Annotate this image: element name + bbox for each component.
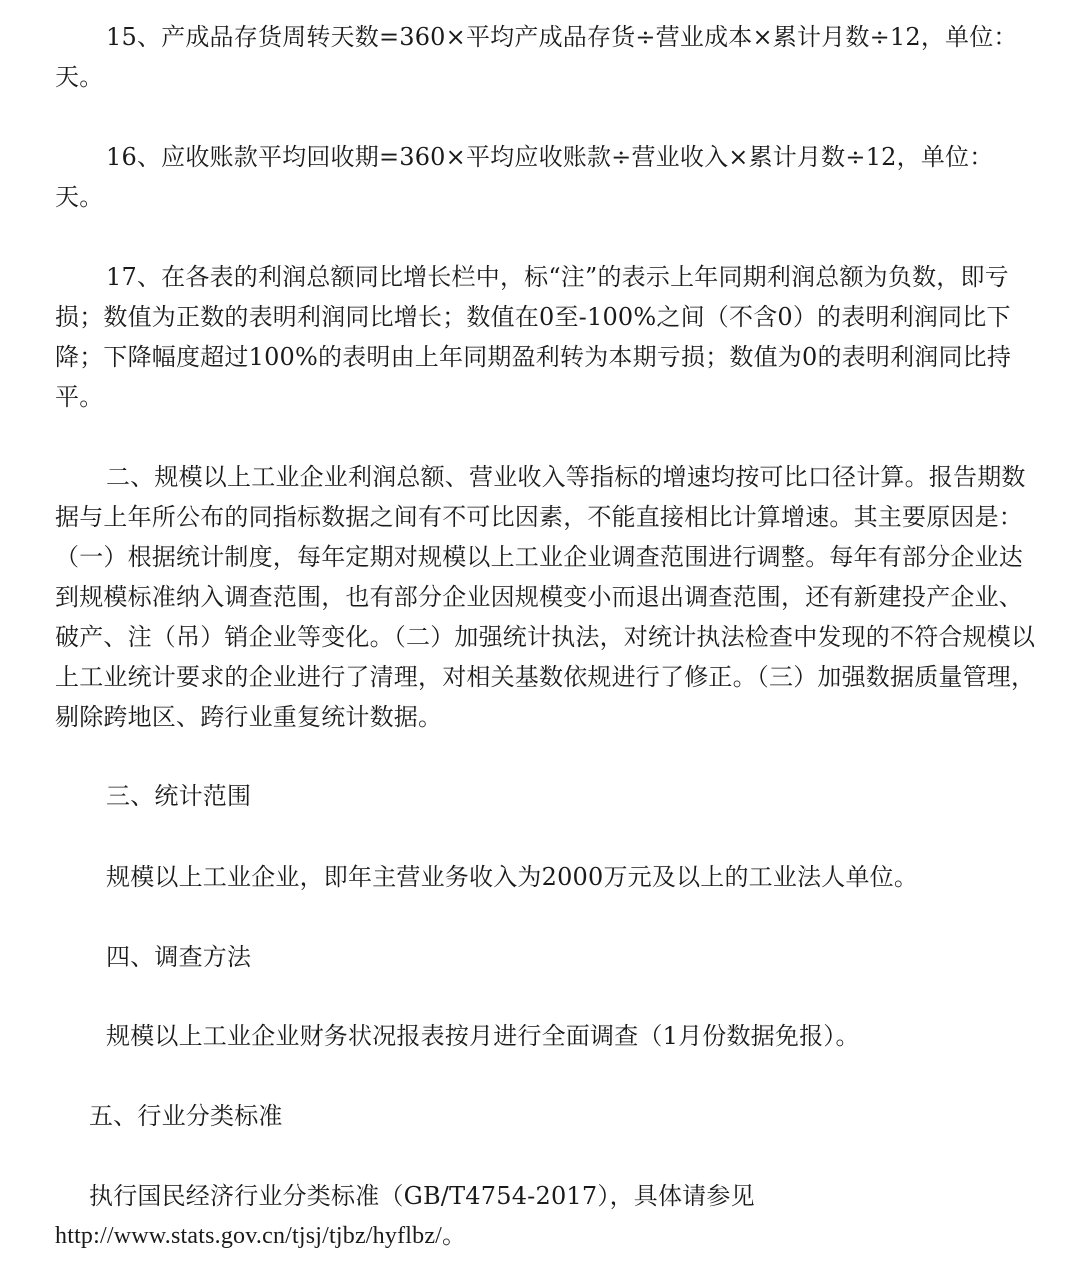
industry-standard-link[interactable]: http://www.stats.gov.cn/tjsj/tjbz/hyflbz/。 <box>55 1223 467 1249</box>
section-3-body: 规模以上工业企业，即年主营业务收入为2000万元及以上的工业法人单位。 <box>106 863 919 891</box>
section-3-title: 三、统计范围 <box>106 782 252 810</box>
section-4-title: 四、调查方法 <box>106 943 252 971</box>
section-4-body: 规模以上工业企业财务状况报表按月进行全面调查（1月份数据免报）。 <box>106 1022 860 1050</box>
paragraph-16: 16、应收账款平均回收期=360×平均应收账款÷营业收入×累计月数÷12，单位：天。 <box>55 143 994 211</box>
section-5-body: 执行国民经济行业分类标准（GB/T4754-2017），具体请参见 <box>89 1182 755 1210</box>
section-5-title: 五、行业分类标准 <box>89 1102 283 1130</box>
section-2-paragraph: 二、规模以上工业企业利润总额、营业收入等指标的增速均按可比口径计算。报告期数据与上年所公布的同指标数据之间有不可比因素，不能直接相比计算增速。其主要原因是：（一）根据统计制度，每年定期对规模以上工业企业调查范围进行调整。每年有部分企业达到规模标准纳入调查范围，也有部分企业因规模变小而退出调查范围，还有新建投产企业、破产、注（吊）销企业等变化。（二）加强统计执法，对统计执法检查中发现的不符合规模以上工业统计要求的企业进行了清理，对相关基数依规进行了修正。（三）加强数据质量管理，剔除跨地区、跨行业重复统计数据。 <box>55 463 1036 731</box>
paragraph-15: 15、产成品存货周转天数=360×平均产成品存货÷营业成本×累计月数÷12，单位：天。 <box>55 23 1018 91</box>
paragraph-17: 17、在各表的利润总额同比增长栏中，标“注”的表示上年同期利润总额为负数，即亏损；数值为正数的表明利润同比增长；数值在0至-100%之间（不含0）的表明利润同比下降；下降幅度超过100%的表明由上年同期盈利转为本期亏损；数值为0的表明利润同比持平。 <box>55 263 1012 411</box>
